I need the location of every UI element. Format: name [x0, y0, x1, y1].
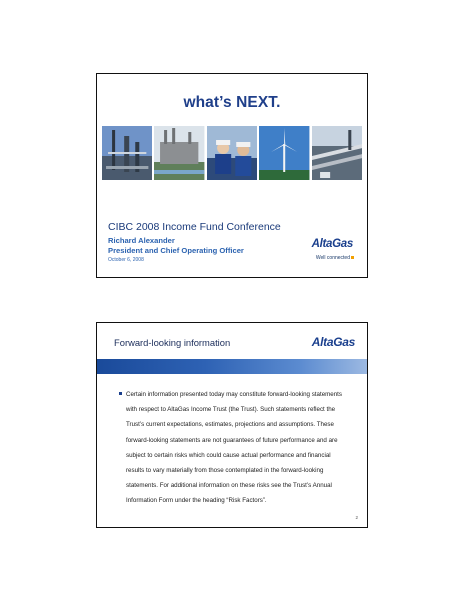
presenter-name: Richard Alexander: [108, 236, 175, 245]
tagline-dot-icon: [351, 256, 354, 259]
header-bar: [97, 359, 367, 374]
wind-turbine-icon: [259, 126, 309, 180]
tagline: [316, 255, 354, 261]
altagas-logo: AltaGas: [311, 238, 353, 250]
bullet-icon: [119, 392, 122, 395]
body-paragraph: Certain information presented today may constitute forward-looking statements with respect to AltaGas Income Trust (the Trust). Such statements reflect the Trust’s current expectations, estimates, projections and assumptions. These forward-looking statements are not guarantees of future performance and are subject to certain risks which could cause actual performance and financial results to vary materially from those contemplated in the forward-looking statements. For additional information on these risks see the Trust’s Annual Information Form under the heading “Risk Factors”.: [126, 391, 342, 505]
body-text: [126, 387, 349, 509]
power-plant-icon: [154, 126, 204, 180]
slide-title: Forward-looking information: [114, 337, 231, 348]
title-slide: [96, 73, 368, 278]
pipeline-icon: [312, 126, 362, 180]
presentation-date: October 6, 2008: [108, 257, 144, 263]
page-number: 2: [355, 515, 358, 520]
workers-icon: [207, 126, 257, 180]
forward-looking-slide: [96, 322, 368, 528]
altagas-logo: AltaGas: [311, 335, 355, 349]
presenter-title: President and Chief Operating Officer: [108, 246, 244, 255]
tagline-text: Well connected: [315, 255, 350, 261]
conference-name: CIBC 2008 Income Fund Conference: [108, 221, 281, 233]
refinery-tower-icon: [102, 126, 152, 180]
slide-title: what’s NEXT.: [183, 94, 281, 111]
photo-strip: [102, 126, 362, 180]
